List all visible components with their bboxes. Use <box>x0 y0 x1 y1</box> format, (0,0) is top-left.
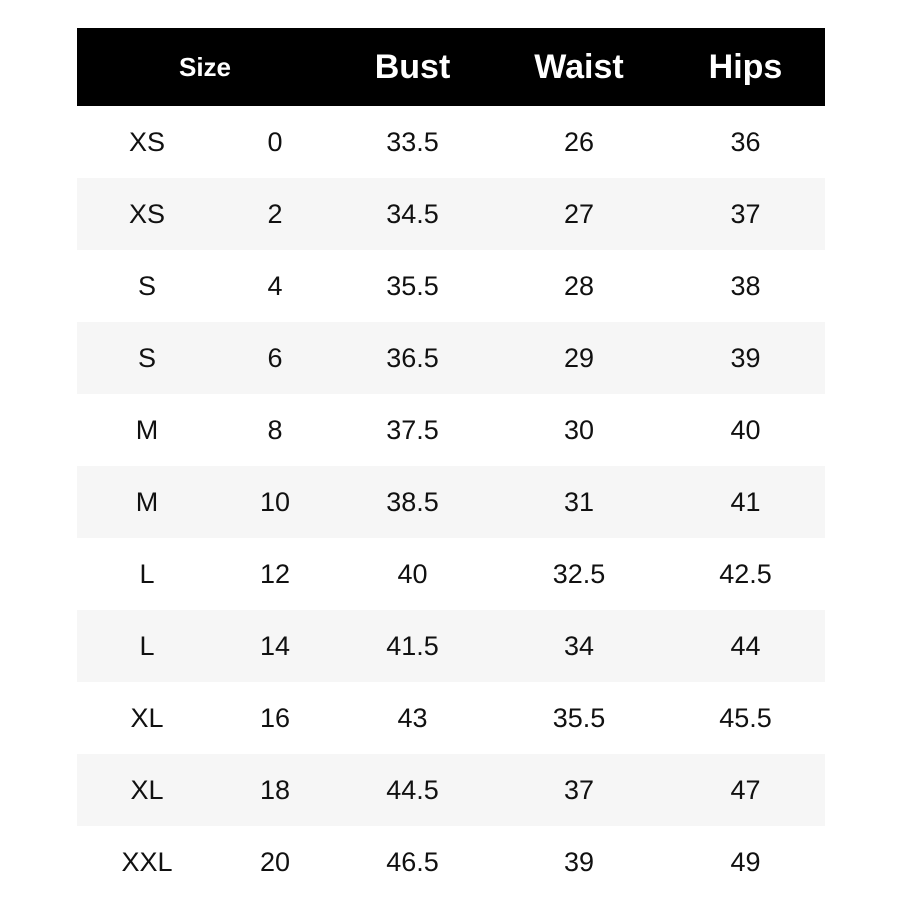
size-number-cell: 16 <box>259 702 291 733</box>
size-number-cell: 8 <box>267 414 283 445</box>
hips-cell: 45.5 <box>719 702 772 733</box>
size-letter-cell: L <box>139 558 155 589</box>
hips-cell: 39 <box>730 342 761 373</box>
size-number-cell: 10 <box>259 486 291 517</box>
waist-cell: 29 <box>563 342 595 373</box>
hips-cell: 42.5 <box>719 558 772 589</box>
table-row <box>77 466 825 538</box>
size-chart-table <box>77 28 825 898</box>
waist-cell: 26 <box>563 126 595 157</box>
waist-cell: 30 <box>563 414 595 445</box>
bust-cell: 33.5 <box>386 126 439 157</box>
size-letter-cell: S <box>137 342 156 373</box>
waist-cell: 37 <box>563 774 595 805</box>
hips-cell: 36 <box>730 126 761 157</box>
size-number-cell: 4 <box>267 270 283 301</box>
waist-cell: 35.5 <box>552 702 606 733</box>
size-number-cell: 12 <box>259 558 291 589</box>
hips-cell: 47 <box>730 774 761 805</box>
bust-cell: 44.5 <box>386 774 439 805</box>
header-size: Size <box>178 51 232 82</box>
table-row <box>77 250 825 322</box>
hips-cell: 37 <box>730 198 761 229</box>
bust-cell: 40 <box>397 558 428 589</box>
table-row <box>77 106 825 178</box>
waist-cell: 32.5 <box>552 558 606 589</box>
table-body <box>77 106 825 898</box>
bust-cell: 46.5 <box>386 846 439 877</box>
size-number-cell: 2 <box>267 198 283 229</box>
hips-cell: 49 <box>730 846 761 877</box>
size-letter-cell: M <box>135 486 159 517</box>
table-row <box>77 682 825 754</box>
size-number-cell: 0 <box>267 126 283 157</box>
size-letter-cell: XS <box>128 126 166 157</box>
table-row <box>77 826 825 898</box>
bust-cell: 38.5 <box>386 486 439 517</box>
table-row <box>77 754 825 826</box>
hips-cell: 41 <box>730 486 761 517</box>
table-row <box>77 538 825 610</box>
table-row <box>77 178 825 250</box>
waist-cell: 34 <box>563 630 595 661</box>
size-number-cell: 14 <box>259 630 291 661</box>
hips-cell: 44 <box>730 630 761 661</box>
hips-cell: 40 <box>730 414 761 445</box>
table-row <box>77 610 825 682</box>
size-letter-cell: M <box>135 414 159 445</box>
size-letter-cell: XS <box>128 198 166 229</box>
bust-cell: 43 <box>397 702 428 733</box>
table-row <box>77 394 825 466</box>
waist-cell: 39 <box>563 846 595 877</box>
size-letter-cell: S <box>137 270 156 301</box>
waist-cell: 31 <box>563 486 595 517</box>
size-number-cell: 6 <box>267 342 283 373</box>
waist-cell: 28 <box>563 270 595 301</box>
size-letter-cell: XL <box>130 702 164 733</box>
bust-cell: 34.5 <box>386 198 439 229</box>
size-number-cell: 20 <box>259 846 291 877</box>
bust-cell: 37.5 <box>386 414 439 445</box>
size-letter-cell: XL <box>130 774 164 805</box>
size-number-cell: 18 <box>259 774 291 805</box>
table-row <box>77 322 825 394</box>
header-hips: Hips <box>708 47 783 86</box>
header-waist: Waist <box>534 47 624 86</box>
bust-cell: 41.5 <box>386 630 439 661</box>
bust-cell: 36.5 <box>386 342 439 373</box>
waist-cell: 27 <box>563 198 595 229</box>
bust-cell: 35.5 <box>386 270 439 301</box>
size-letter-cell: L <box>139 630 155 661</box>
hips-cell: 38 <box>730 270 761 301</box>
header-bust: Bust <box>374 47 451 86</box>
size-letter-cell: XXL <box>121 846 173 877</box>
table-header-row <box>77 28 825 106</box>
